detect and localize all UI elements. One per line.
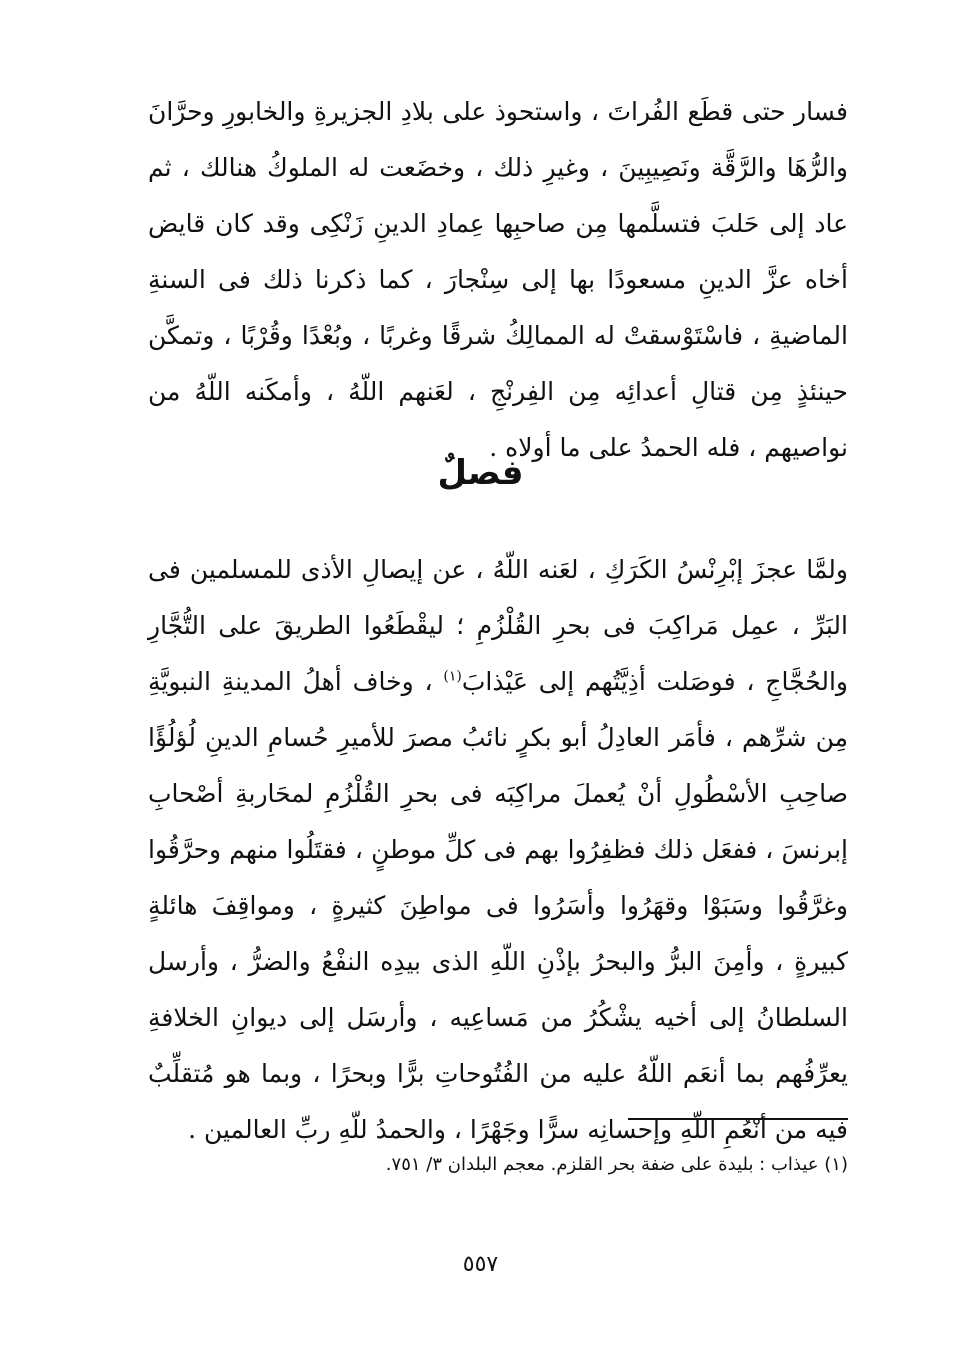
footnote-divider [628, 1118, 848, 1120]
section-heading: فصلٌ [437, 453, 524, 493]
body-paragraph-top: فسار حتى قطَع الفُراتَ ، واستحوذ على بلادِ الجزيرةِ والخابورِ وحرَّانَ والرُّهَا والرَّقَّة ونَصِيبِينَ ، وغيرِ ذلك ، وخضَعت له الملوكُ هنالك ، ثم عاد إلى حَلبَ فتسلَّمها مِن صاحبِها عِمادِ الدينِ زَنْكِى وقد كان قايض أخاه عزَّ الدينِ مسعودًا بها إلى سِنْجارَ ، كما ذكرنا ذلك فى السنةِ الماضيةِ ، فاسْتَوْسقتْ له الممالِكُ شرقًا وغربًا ، وبُعْدًا وقُرْبًا ، وتمكَّن حينئذٍ مِن قتالِ أعدائِه مِن الفِرنْجِ ، لعَنهم اللّهُ ، وأمكَنه اللّهُ من نواصيهم ، فله الحمدُ على ما أولاه . [148, 97, 848, 462]
page-number: ٥٥٧ [462, 1252, 499, 1277]
paragraph-main-part-2: ، وخاف أهلُ المدينةِ النبويَّةِ مِن شرِّهم ، فأمَر العادِلُ أبو بكرٍ نائبُ مصرَ للأميرِ حُسامِ الدينِ لُؤلُؤًا صاحِبِ الأسْطُولِ أنْ يُعملَ مراكِبَه فى بحرِ القُلْزُمِ لمحَاربةِ أصْحابِ إبرنسَ ، ففعَل ذلك فظفِرُوا بهم فى كلِّ موطنٍ ، فقتَلُوا منهم وحرَّقُوا وغرَّقُوا وسَبَوْا وقهَرُوا وأسَرُوا فى مواطِنَ كثيرةٍ ، ومواقِفَ هائلةٍ كبيرةٍ ، وأمِنَ البرُّ والبحرُ بإذْنِ اللّهِ الذى بيدِه النفْعُ والضرُّ ، وأرسل السلطانُ إلى أخيه يشْكُرُ من مَساعِيه ، وأرسَل إلى ديوانِ الخلافةِ يعرِّفُهم بما أنعَم اللّهُ عليه من الفُتُوحاتِ برًّا وبحرًا ، وبما هو مُتقلِّبٌ فيه من أنْعُمِ اللّهِ وإحسانِه سرًّا وجَهْرًا ، والحمدُ للّهِ ربِّ العالمين . [148, 667, 848, 1144]
paragraph-main-part-1: ولمَّا عجزَ إبْرِنْسُ الكَرَكِ ، لعَنه اللّهُ ، عن إيصالِ الأذى للمسلمين فى البَرِّ ، عمِل مَراكِبَ فى بحرِ القُلْزُمِ ؛ ليقْطَعُوا الطريقَ على التُّجَّارِ والحُجَّاجِ ، فوصَلت أذِيَّتُهم إلى عَيْذابَ [148, 555, 848, 696]
body-paragraph-main [148, 542, 848, 1158]
footnote-reference: (١) [443, 668, 462, 685]
footnote: (١) عيذاب : بليدة على ضفة بحر القلزم. معجم البلدان ٣/ ٧٥١. [385, 1154, 848, 1175]
